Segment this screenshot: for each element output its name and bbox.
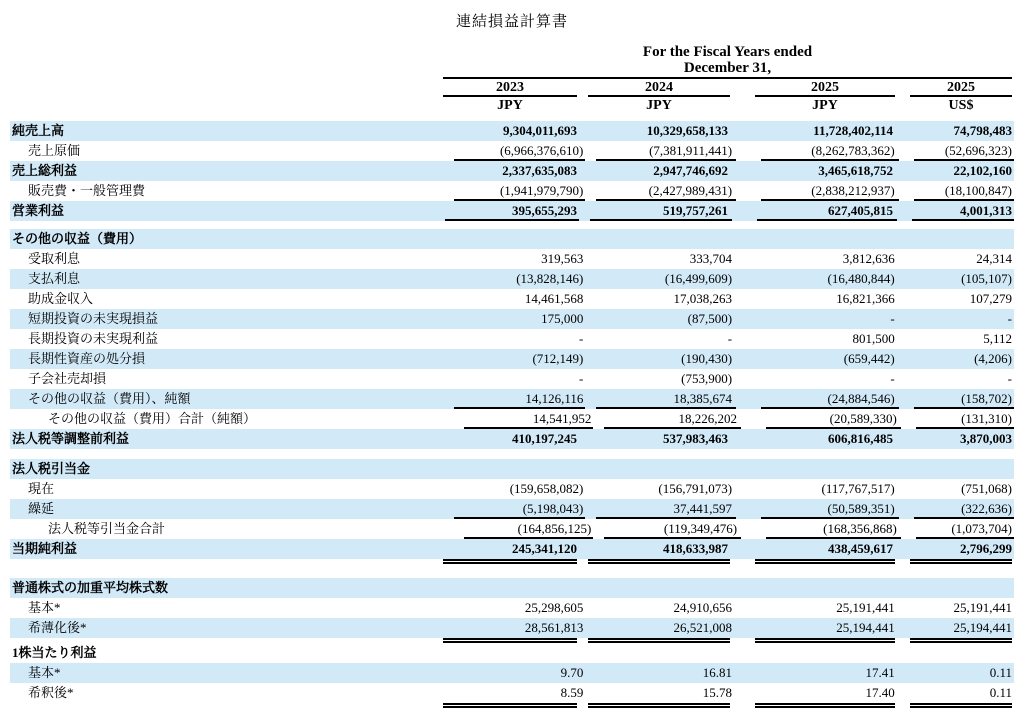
value-cell	[445, 229, 579, 249]
double-rule	[443, 559, 577, 564]
value-cell: 25,194,441	[953, 620, 1013, 635]
table-row	[10, 181, 1014, 201]
value-cell: 14,461,568	[524, 291, 584, 306]
table-row	[10, 369, 1014, 389]
value-cell: 37,441,597	[596, 499, 736, 519]
table-row	[10, 578, 1014, 598]
value-cell: (8,262,783,362)	[761, 141, 899, 161]
row-label: 法人税引当金	[12, 461, 91, 476]
table-row	[10, 519, 1014, 539]
table-row	[10, 269, 1014, 289]
row-label: 支払利息	[28, 271, 81, 286]
value-cell: 24,910,656	[673, 600, 733, 615]
value-cell	[912, 643, 1014, 663]
double-rule	[910, 703, 1012, 708]
page-title: 連結損益計算書	[455, 14, 568, 30]
value-cell: 10,329,658,133	[646, 123, 728, 138]
value-cell: (24,884,546)	[761, 389, 899, 409]
value-cell: 25,194,441	[836, 620, 895, 635]
table-row	[10, 643, 1014, 663]
value-cell: (20,589,330)	[766, 409, 901, 429]
year-column-header: 2025	[755, 80, 895, 97]
value-cell: 2,337,635,083	[502, 163, 577, 178]
value-cell: (190,430)	[681, 351, 733, 366]
value-cell: 175,000	[541, 311, 584, 326]
table-row	[10, 329, 1014, 349]
value-cell: 25,191,441	[953, 600, 1013, 615]
value-cell	[912, 459, 1014, 479]
value-cell: -	[727, 331, 733, 346]
value-cell: (751,068)	[961, 481, 1013, 496]
value-cell: (4,206)	[974, 351, 1013, 366]
value-cell	[445, 459, 579, 479]
value-cell: (158,702)	[914, 389, 1014, 409]
value-cell: (50,589,351)	[761, 499, 899, 519]
value-cell: 333,704	[689, 251, 733, 266]
value-cell: 3,465,618,752	[818, 163, 893, 178]
double-rule	[755, 559, 895, 564]
row-label: 営業利益	[12, 203, 65, 218]
row-label: 長期投資の未実現利益	[28, 331, 159, 346]
row-label: 1株当たり利益	[12, 645, 97, 660]
row-label: 助成金収入	[28, 291, 94, 306]
value-cell: 107,279	[969, 291, 1013, 306]
value-cell: 14,126,116	[454, 389, 586, 409]
value-cell: 0.11	[989, 685, 1013, 700]
value-cell: 17,038,263	[673, 291, 733, 306]
value-cell: 519,757,261	[590, 201, 732, 221]
year-column-header: 2025	[910, 80, 1012, 97]
value-cell: (164,856,125)	[464, 519, 593, 539]
row-label: その他の収益（費用）	[12, 231, 143, 246]
table-row	[10, 201, 1014, 221]
value-cell: (87,500)	[687, 311, 733, 326]
value-cell: 17.41	[865, 665, 895, 680]
value-cell: (5,198,043)	[454, 499, 586, 519]
value-cell: 537,983,463	[663, 431, 728, 446]
value-cell: 395,655,293	[445, 201, 579, 221]
value-cell: 2,947,746,692	[653, 163, 728, 178]
value-cell: (159,658,082)	[509, 481, 584, 496]
value-cell: 25,191,441	[836, 600, 895, 615]
value-cell: 9,304,011,693	[502, 123, 577, 138]
value-cell: -	[579, 371, 584, 386]
year-column-header: 2024	[588, 80, 730, 97]
table-row	[10, 429, 1014, 449]
value-cell: 18,385,674	[596, 389, 736, 409]
row-label: その他の収益（費用）、純額	[28, 391, 191, 406]
currency-column-header: JPY	[646, 98, 672, 113]
value-cell	[445, 578, 579, 598]
value-cell: 11,728,402,114	[813, 123, 893, 138]
value-cell: (659,442)	[843, 351, 895, 366]
table-row	[10, 539, 1014, 559]
value-cell: -	[1007, 311, 1013, 326]
value-cell: (16,480,844)	[827, 271, 895, 286]
currency-header-row	[443, 97, 1012, 113]
row-label: 基本*	[28, 600, 61, 615]
table-row	[10, 409, 1014, 429]
value-cell: (712,149)	[532, 351, 584, 366]
row-label: 長期性資産の処分損	[28, 351, 146, 366]
table-row	[10, 389, 1014, 409]
value-cell: (13,828,146)	[516, 271, 584, 286]
value-cell: 801,500	[852, 331, 895, 346]
value-cell	[757, 578, 897, 598]
row-label: 普通株式の加重平均株式数	[12, 580, 169, 595]
value-cell: 3,870,003	[960, 431, 1012, 446]
value-cell: 319,563	[541, 251, 584, 266]
double-rule	[443, 703, 577, 708]
value-cell: (2,427,989,431)	[596, 181, 736, 201]
row-label: 販売費・一般管理費	[28, 183, 146, 198]
row-label: 法人税等引当金合計	[48, 521, 166, 536]
double-rule	[588, 703, 730, 708]
table-row	[10, 349, 1014, 369]
value-cell: 3,812,636	[842, 251, 895, 266]
value-cell: 16.81	[702, 665, 733, 680]
value-cell: 418,633,987	[663, 541, 728, 556]
table-row	[10, 309, 1014, 329]
value-cell	[912, 229, 1014, 249]
row-label: 現在	[28, 481, 55, 496]
currency-column-header: US$	[948, 98, 974, 113]
row-label: 受取利息	[28, 251, 81, 266]
value-cell: (7,381,911,441)	[596, 141, 736, 161]
row-label: 希薄化後*	[28, 620, 87, 635]
double-rule	[755, 703, 895, 708]
value-cell: 28,561,813	[524, 620, 584, 635]
table-row	[10, 663, 1014, 683]
row-label: 法人税等調整前利益	[12, 431, 130, 446]
value-cell: 14,541,952	[464, 409, 593, 429]
value-cell: (6,966,376,610)	[454, 141, 586, 161]
table-row	[10, 618, 1014, 638]
row-label: 売上総利益	[12, 163, 78, 178]
table-row	[10, 249, 1014, 269]
value-cell: 17.40	[865, 685, 895, 700]
value-cell: (168,356,868)	[766, 519, 901, 539]
value-cell	[445, 643, 579, 663]
value-cell: (753,900)	[681, 371, 733, 386]
value-cell: 410,197,245	[512, 431, 577, 446]
table-row	[10, 479, 1014, 499]
value-cell: (18,100,847)	[914, 181, 1014, 201]
fiscal-period-line1: For the Fiscal Years ended	[642, 44, 813, 60]
row-label: 希釈後*	[28, 685, 74, 700]
value-cell	[590, 459, 732, 479]
value-cell: (1,941,979,790)	[454, 181, 586, 201]
value-cell: (156,791,073)	[658, 481, 733, 496]
value-cell: (131,310)	[916, 409, 1014, 429]
value-cell: (16,499,609)	[664, 271, 733, 286]
value-cell: 74,798,483	[953, 123, 1012, 138]
statement-table	[10, 44, 1014, 708]
value-cell	[912, 578, 1014, 598]
row-label: 繰延	[28, 501, 55, 516]
row-label: その他の収益（費用）合計（純額）	[48, 411, 257, 426]
fiscal-period-line2: December 31,	[683, 60, 772, 76]
row-label: 当期純利益	[12, 541, 78, 556]
row-label: 売上原価	[28, 143, 81, 158]
value-cell	[590, 578, 732, 598]
table-row	[10, 289, 1014, 309]
table-body	[10, 121, 1014, 708]
spacer-row	[10, 221, 1014, 229]
value-cell	[590, 643, 732, 663]
year-column-header: 2023	[443, 80, 577, 97]
value-cell: (119,349,476)	[604, 519, 741, 539]
value-cell: (2,838,212,937)	[761, 181, 899, 201]
value-cell: -	[890, 311, 895, 326]
table-row	[10, 161, 1014, 181]
spacer-row	[10, 449, 1014, 459]
value-cell: 18,226,202	[604, 409, 741, 429]
table-row	[10, 499, 1014, 519]
table-row	[10, 229, 1014, 249]
table-row	[10, 141, 1014, 161]
value-cell: 26,521,008	[673, 620, 733, 635]
rule-spacer	[10, 703, 443, 708]
value-cell: 24,314	[976, 251, 1013, 266]
double-rule	[588, 559, 730, 564]
row-label: 短期投資の未実現損益	[28, 311, 159, 326]
table-row	[10, 598, 1014, 618]
value-cell: 8.59	[560, 685, 584, 700]
currency-column-header: JPY	[497, 98, 523, 113]
value-cell: -	[579, 331, 584, 346]
value-cell	[757, 459, 897, 479]
double-rule	[910, 559, 1012, 564]
value-cell: (1,073,704)	[916, 519, 1014, 539]
value-cell: (117,767,517)	[821, 481, 895, 496]
value-cell: (322,636)	[914, 499, 1014, 519]
value-cell: -	[1007, 371, 1013, 386]
value-cell: (105,107)	[961, 271, 1013, 286]
value-cell: 15.78	[702, 685, 733, 700]
row-label: 子会社売却損	[28, 371, 107, 386]
value-cell: 0.11	[989, 665, 1013, 680]
table-row	[10, 121, 1014, 141]
table-row	[10, 459, 1014, 479]
rule-spacer	[10, 559, 443, 564]
value-cell: 245,341,120	[512, 541, 577, 556]
double-rule-row	[10, 703, 1014, 708]
table-header	[443, 44, 1012, 113]
value-cell	[590, 229, 732, 249]
value-cell	[757, 643, 897, 663]
value-cell: 4,001,313	[912, 201, 1014, 221]
table-row	[10, 683, 1014, 703]
value-cell: 438,459,617	[828, 541, 893, 556]
spacer-row	[10, 564, 1014, 578]
value-cell: 627,405,815	[757, 201, 897, 221]
value-cell: 2,796,299	[960, 541, 1012, 556]
row-label: 基本*	[28, 665, 61, 680]
value-cell: 606,816,485	[828, 431, 893, 446]
value-cell: 25,298,605	[524, 600, 584, 615]
value-cell: (52,696,323)	[914, 141, 1014, 161]
year-header-row	[443, 79, 1012, 97]
value-cell: 9.70	[560, 665, 584, 680]
double-rule-row	[10, 559, 1014, 564]
value-cell	[757, 229, 897, 249]
value-cell: 16,821,366	[836, 291, 895, 306]
currency-column-header: JPY	[812, 98, 838, 113]
value-cell: 22,102,160	[953, 163, 1012, 178]
value-cell: 5,112	[983, 331, 1013, 346]
row-label: 純売上高	[12, 123, 65, 138]
value-cell: -	[890, 371, 895, 386]
